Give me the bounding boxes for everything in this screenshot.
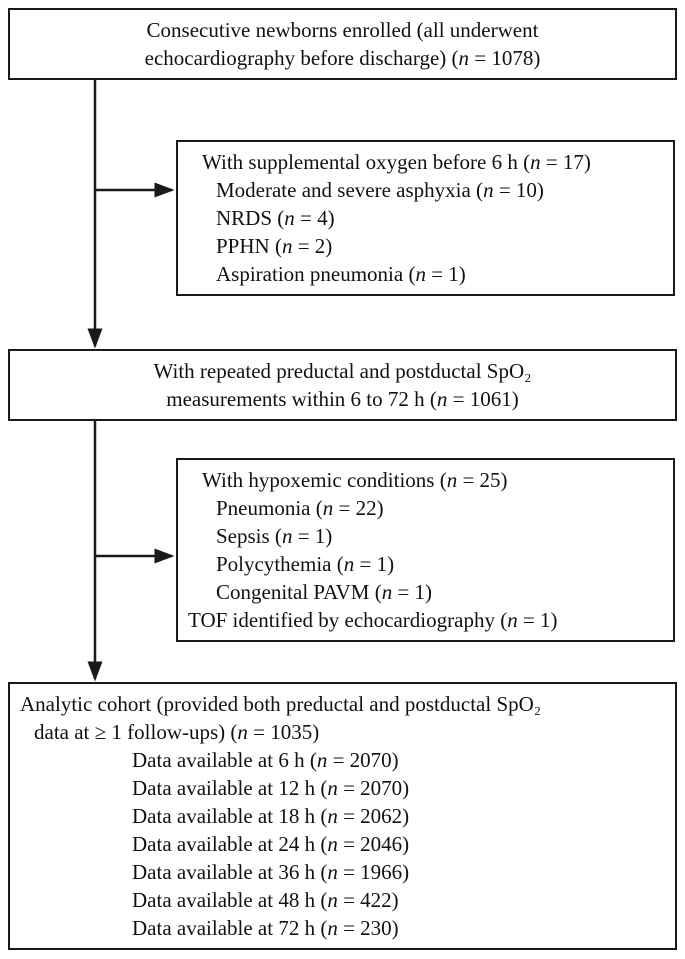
text-line: Pneumonia (n = 22): [216, 496, 384, 520]
text-line: echocardiography before discharge) (n = 1078): [144, 46, 541, 70]
box-analytic-cohort: [8, 682, 677, 950]
text-line: Analytic cohort (provided both preductal and postductal SpO₂: [20, 692, 542, 716]
text-line: PPHN (n = 2): [216, 234, 333, 258]
text-line: Data available at 12 h (n = 2070): [132, 776, 410, 800]
text-line: Moderate and severe asphyxia (n = 10): [216, 178, 544, 202]
box-repeated-spo2-measurements: [8, 349, 677, 421]
text-line: NRDS (n = 4): [216, 206, 335, 230]
text-line: Data available at 72 h (n = 230): [132, 916, 399, 940]
text-line: TOF identified by echocardiography (n = 1): [188, 608, 558, 632]
text-line: Data available at 18 h (n = 2062): [132, 804, 410, 828]
text-line: Sepsis (n = 1): [216, 524, 333, 548]
text-line: Consecutive newborns enrolled (all underwent: [146, 18, 539, 42]
text-line: Polycythemia (n = 1): [216, 552, 395, 576]
text-line: data at ≥ 1 follow-ups) (n = 1035): [34, 720, 320, 744]
text-line: measurements within 6 to 72 h (n = 1061): [166, 387, 519, 411]
text-line: Congenital PAVM (n = 1): [216, 580, 433, 604]
text-line: With supplemental oxygen before 6 h (n = 17): [202, 150, 591, 174]
text-line: Data available at 6 h (n = 2070): [132, 748, 399, 772]
text-line: With repeated preductal and postductal SpO₂: [153, 359, 532, 383]
text-line: With hypoxemic conditions (n = 25): [202, 468, 508, 492]
box-excluded-supplemental-oxygen: [176, 140, 675, 296]
text-line: Data available at 24 h (n = 2046): [132, 832, 410, 856]
box-excluded-hypoxemic: [176, 458, 675, 642]
box-enrolled-newborns: [8, 8, 677, 80]
text-line: Aspiration pneumonia (n = 1): [216, 262, 466, 286]
text-line: Data available at 36 h (n = 1966): [132, 860, 410, 884]
text-line: Data available at 48 h (n = 422): [132, 888, 399, 912]
